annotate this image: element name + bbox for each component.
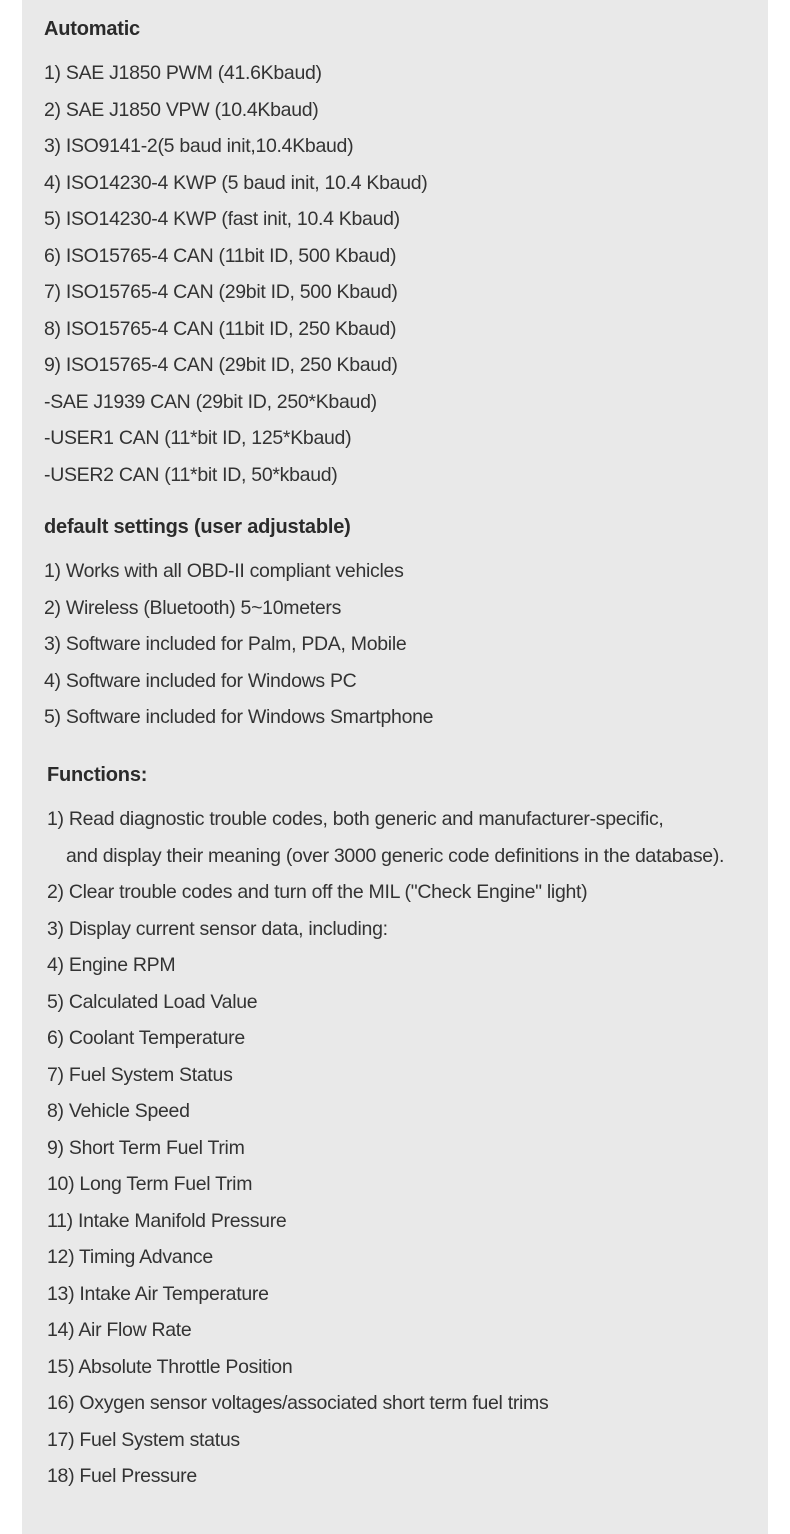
- list-item: -USER1 CAN (11*bit ID, 125*Kbaud): [44, 427, 352, 449]
- list-item: 12) Timing Advance: [47, 1246, 213, 1268]
- list-item: -SAE J1939 CAN (29bit ID, 250*Kbaud): [44, 390, 377, 413]
- automatic-title: Automatic: [44, 18, 140, 40]
- list-item: 4) Software included for Windows PC: [44, 669, 357, 692]
- list-item-line: 1) Read diagnostic trouble codes, both generic and manufacturer-specific,: [47, 808, 664, 830]
- list-item: 3) Software included for Palm, PDA, Mobile: [44, 633, 407, 655]
- list-item: 3) ISO9141-2(5 baud init,10.4Kbaud): [44, 135, 354, 157]
- list-item: 8) Vehicle Speed: [47, 1100, 190, 1122]
- list-item: 16) Oxygen sensor voltages/associated short term fuel trims: [47, 1392, 549, 1414]
- list-item: 3) Display current sensor data, including:: [47, 917, 388, 940]
- list-item: 5) ISO14230-4 KWP (fast init, 10.4 Kbaud): [44, 208, 400, 230]
- list-item: 11) Intake Manifold Pressure: [47, 1209, 287, 1232]
- automatic-section: [44, 17, 764, 493]
- list-item: 15) Absolute Throttle Position: [47, 1355, 293, 1378]
- list-item: 8) ISO15765-4 CAN (11bit ID, 250 Kbaud): [44, 317, 397, 340]
- functions-section: [47, 763, 767, 1495]
- list-item: [47, 801, 767, 874]
- automatic-protocol-list: [44, 55, 764, 493]
- default-settings-section: [44, 515, 764, 736]
- list-item: 18) Fuel Pressure: [47, 1465, 197, 1487]
- list-item: 2) Clear trouble codes and turn off the MIL ("Check Engine" light): [47, 881, 588, 903]
- list-item: 10) Long Term Fuel Trim: [47, 1173, 253, 1195]
- list-item: 6) ISO15765-4 CAN (11bit ID, 500 Kbaud): [44, 244, 397, 267]
- list-item: 7) ISO15765-4 CAN (29bit ID, 500 Kbaud): [44, 281, 398, 303]
- list-item: -USER2 CAN (11*bit ID, 50*kbaud): [44, 463, 338, 486]
- list-item: 7) Fuel System Status: [47, 1063, 233, 1086]
- list-item: 4) ISO14230-4 KWP (5 baud init, 10.4 Kbaud): [44, 171, 428, 194]
- list-item: 4) Engine RPM: [47, 954, 176, 976]
- list-item: 9) ISO15765-4 CAN (29bit ID, 250 Kbaud): [44, 354, 398, 376]
- list-item: 5) Software included for Windows Smartphone: [44, 706, 434, 728]
- list-item: 1) SAE J1850 PWM (41.6Kbaud): [44, 62, 322, 84]
- list-item: 1) Works with all OBD-II compliant vehicles: [44, 560, 404, 582]
- functions-title: Functions:: [47, 764, 148, 786]
- list-item: 5) Calculated Load Value: [47, 990, 258, 1013]
- default-settings-title: default settings (user adjustable): [44, 516, 351, 538]
- list-item: 2) Wireless (Bluetooth) 5~10meters: [44, 596, 342, 619]
- functions-list: [47, 801, 767, 1495]
- list-item: 14) Air Flow Rate: [47, 1319, 192, 1341]
- list-item: 9) Short Term Fuel Trim: [47, 1136, 245, 1159]
- list-item: 6) Coolant Temperature: [47, 1027, 245, 1049]
- content-panel: [22, 0, 768, 1534]
- list-item: 13) Intake Air Temperature: [47, 1282, 269, 1305]
- list-item: 17) Fuel System status: [47, 1428, 240, 1451]
- list-item-continuation: and display their meaning (over 3000 generic code definitions in the database).: [66, 844, 725, 867]
- default-settings-list: [44, 553, 764, 736]
- list-item: 2) SAE J1850 VPW (10.4Kbaud): [44, 98, 319, 121]
